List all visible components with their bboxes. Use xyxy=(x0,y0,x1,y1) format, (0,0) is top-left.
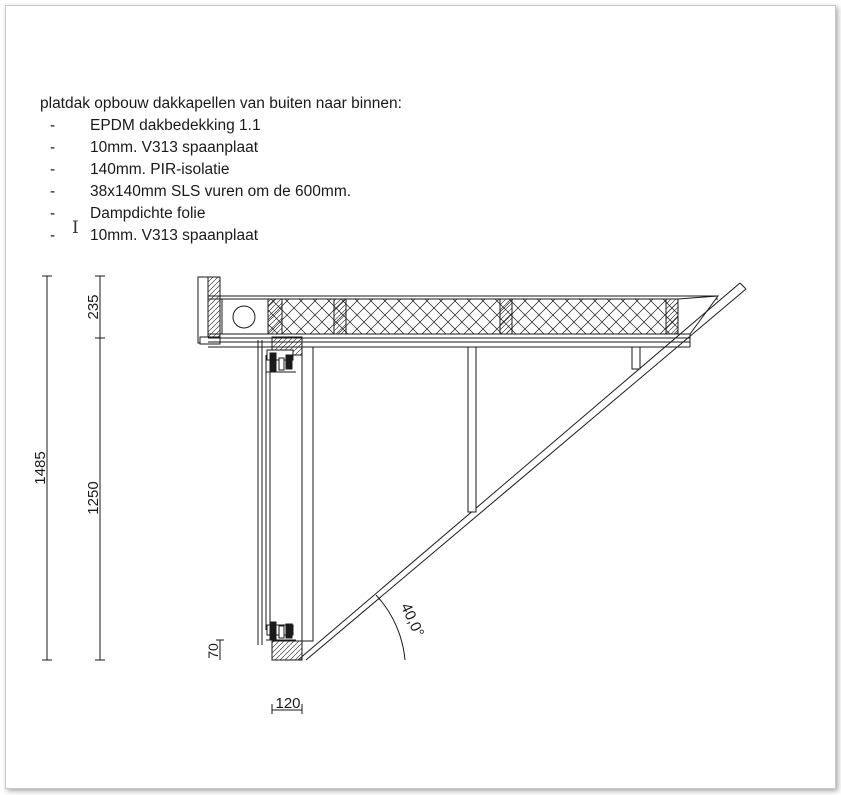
layer-label: 10mm. V313 spaanplaat xyxy=(90,227,259,244)
rafter xyxy=(666,299,678,334)
front-wall xyxy=(258,337,302,660)
angle-label: 40,0° xyxy=(396,600,428,640)
dimension-line-parts xyxy=(95,276,105,660)
sill-plate xyxy=(272,641,302,660)
text-cursor-icon: Ι xyxy=(72,218,79,238)
dimension-label-width: 120 xyxy=(275,695,301,712)
layer-label: 140mm. PIR-isolatie xyxy=(90,161,230,178)
bullet-dash: - xyxy=(50,139,56,156)
bullet-dash: - xyxy=(50,205,56,222)
bullet-dash: - xyxy=(50,161,56,178)
angle-arc xyxy=(376,595,405,660)
layer-label: EPDM dakbedekking 1.1 xyxy=(90,117,261,134)
vent-icon xyxy=(233,306,255,328)
rafter xyxy=(500,299,512,334)
layer-label: 38x140mm SLS vuren om de 600mm. xyxy=(90,183,352,200)
stud xyxy=(632,347,640,369)
window-hinge-icon xyxy=(266,350,296,372)
cheek-line xyxy=(298,283,746,660)
dimension-label-roof: 235 xyxy=(85,294,102,320)
dimension-label-bottom: 70 xyxy=(205,643,221,659)
layer-label: 10mm. V313 spaanplaat xyxy=(90,139,259,156)
stud xyxy=(468,347,476,512)
rafter xyxy=(334,299,346,334)
dimension-label-total: 1485 xyxy=(32,451,49,485)
notes-title: platdak opbouw dakkapellen van buiten naar binnen: xyxy=(40,95,402,112)
studs xyxy=(302,347,640,641)
dimension-label-wall: 1250 xyxy=(85,481,102,515)
bullet-dash: - xyxy=(50,117,56,134)
window-hinge-icon xyxy=(266,622,296,640)
bullet-dash: - xyxy=(50,183,56,200)
front-post xyxy=(302,347,313,641)
rafter xyxy=(268,299,282,334)
insulation xyxy=(268,299,678,334)
fascia-board xyxy=(198,277,208,343)
bullet-dash: - xyxy=(50,227,56,244)
layer-label: Dampdichte folie xyxy=(90,205,206,222)
